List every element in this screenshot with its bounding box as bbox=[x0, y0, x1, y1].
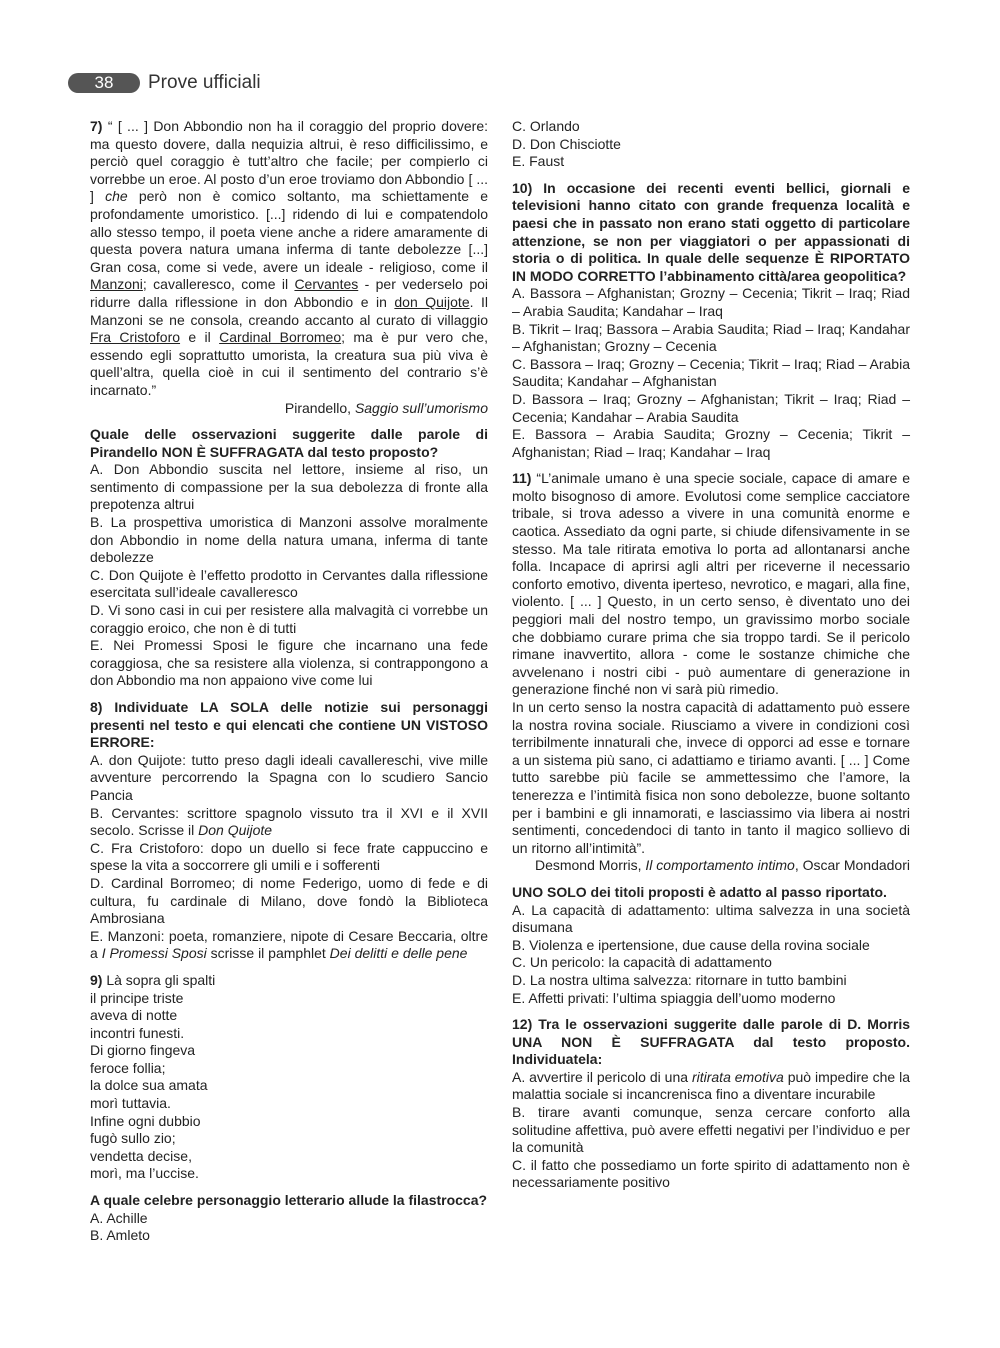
q7-option-c: C. Don Quijote è l’effetto prodotto in Cervantes dalla riflessione esercitata sull’ideale cavalleresco bbox=[90, 566, 488, 601]
poem-line: incontri funesti. bbox=[90, 1024, 185, 1041]
poem-line: Infine ogni dubbio bbox=[90, 1112, 201, 1129]
q11-source: Desmond Morris, Il comportamento intimo, Oscar Mondadori bbox=[534, 857, 910, 874]
q8-question: 8) Individuate LA SOLA delle notizie sui personaggi presenti nel testo e qui elencati che contiene UN VISTOSO ERRORE: bbox=[90, 699, 488, 751]
running-title: Prove ufficiali bbox=[148, 72, 261, 93]
q7-passage: 7) “ [ ... ] Don Abbondio non ha il coraggio del proprio dovere: ma questo dovere, dalla nequizia altrui, è reso difficilissimo, e perciò quel coraggio è tutt’altro che facile; per compierlo ci vorrebbe un eroe. Al posto d’un eroe troviamo don Abbondio [ ... ] che però non è comico soltanto, ma schiettamente e profondamente umoristico. [...] ridendo di lui e compatendolo allo stesso tempo, il poeta viene anche a ridere amaramente di questa povera natura umana inferma di tante debolezze [...] Gran cosa, come si vede, avere un ideale - religioso, come il Manzoni; cavalleresco, come il Cervantes - per vederselo poi ridurre dalla riflessione in don Abbondio e in don Quijote. Il Manzoni se ne consola, creando accanto al curato di villaggio Fra Cristoforo e il Cardinal Borromeo; ma è pur vero che, essendo egli soprattutto umorista, la creatura sua più viva è quell’altra, quella cioè in cui il sentimento del contrario s’è incarnato.” bbox=[90, 118, 488, 398]
q9-question: A quale celebre personaggio letterario allude la filastrocca? bbox=[90, 1192, 488, 1209]
q12-option-b: B. tirare avanti comunque, senza cercare conforto alla solitudine affettiva, può avere effetti negativi per l’individuo e per la comunità bbox=[512, 1104, 910, 1156]
poem-line: fugò sullo zio; bbox=[90, 1130, 176, 1147]
q9-poem bbox=[90, 972, 488, 1183]
q7-option-e: E. Nei Promessi Sposi le figure che incarnano una fede coraggiosa, che sa resistere alla violenza, si contrappongono a don Abbondio ma non appaiono vive come lui bbox=[90, 637, 488, 689]
q9-option-e: E. Faust bbox=[512, 153, 565, 170]
q10-question: 10) In occasione dei recenti eventi bellici, giornali e televisioni hanno citato con grande frequenza località e paesi che in passato non erano stati oggetto di particolare attenzione, se non per viaggiatori o per appassionati di storia o di politica. In quale delle sequenze È RIPORTATO IN MODO CORRETTO l’abbinamento città/area geopolitica? bbox=[512, 179, 910, 284]
q11-option-d: D. La nostra ultima salvezza: ritornare in tutto bambini bbox=[512, 971, 847, 988]
q12-option-c: C. il fatto che possediamo un forte spirito di adattamento non è necessariamente positivo bbox=[512, 1156, 910, 1191]
page-header bbox=[68, 71, 928, 95]
q7-source: Pirandello, Saggio sull’umorismo bbox=[284, 399, 488, 416]
q11-passage: 11) “L’animale umano è una specie sociale, capace di amare e molto bisognoso di amore. Evolutosi come semplice cacciatore tribale, si trova adesso a vivere in una comunità enorme e caotica. Assediato da ogni parte, si chiude difensivamente in se stesso. Ma tale ritirata emotiva lo porta ad allontanarsi anche folla. Incapace di aprirsi agli altri per riceverne il necessario conforto emotivo, diventa iperteso, nevrotico, e magari, alla fine, violento. [ ... ] Questo, in un certo senso, è diventato uno dei peggiori mali del nostro tempo, un gravissimo morbo sociale che dobbiamo curare prima che sia troppo tardi. Se il pericolo rimane inavvertito, allora - come le sostanze chimiche che avvelenano i nostri cibi - può aumentare di generazione in generazione finché non vi sarà più rimedio. bbox=[512, 470, 911, 698]
q11-option-a: A. La capacità di adattamento: ultima salvezza in una società disumana bbox=[512, 901, 910, 936]
q10-option-a: A. Bassora – Afghanistan; Grozny – Cecenia; Tikrit – Iraq; Riad – Arabia Saudita; Kandahar – Iraq bbox=[512, 285, 910, 319]
q12-option-a: A. avvertire il pericolo di una ritirata emotiva può impedire che la malattia sociale si incancrenisca fino a diventare incurabile bbox=[512, 1068, 910, 1103]
poem-line: feroce follia; bbox=[90, 1059, 166, 1076]
q11-passage-continued: In un certo senso la nostra capacità di adattamento può essere la nostra rovina sociale. Riusciamo a vivere in condizioni così terribilmente innaturali che, invece di opporci ad esse e tornare a un sistema più sano, ci adattiamo e tiriamo avanti. [ ... ] Come tutto sarebbe più facile se ammettessimo che l’amore, la tenerezza e l’intimità fisica non sono debolezze, buone soltanto per i bambini e gli innamorati, e lasciassimo via libera ai nostri sentimenti, concedendoci di tanto in tanto il magico sollievo di un ritorno all’intimità”. bbox=[512, 699, 910, 856]
poem-line: morì, ma l’uccise. bbox=[90, 1165, 199, 1182]
q7-option-b: B. La prospettiva umoristica di Manzoni assolve moralmente don Abbondio in nome della natura umana, inferma di tante debolezze bbox=[90, 514, 488, 566]
q11-option-b: B. Violenza e ipertensione, due cause della rovina sociale bbox=[512, 936, 870, 953]
q9-option-a: A. Achille bbox=[90, 1209, 148, 1226]
page-number: 38 bbox=[68, 73, 140, 93]
q8-option-b: B. Cervantes: scrittore spagnolo vissuto tra il XVI e il XVII secolo. Scrisse il Don Quijote bbox=[90, 804, 488, 839]
q9-option-d: D. Don Chisciotte bbox=[512, 135, 621, 152]
right-column bbox=[512, 118, 910, 1192]
q12-question: 12) Tra le osservazioni suggerite dalle parole di D. Morris UNA NON È SUFFRAGATA dal testo proposto. Individuatela: bbox=[512, 1016, 910, 1068]
poem-line: il principe triste bbox=[90, 989, 184, 1006]
q9-option-c: C. Orlando bbox=[512, 118, 580, 134]
poem-line: Di giorno fingeva bbox=[90, 1042, 196, 1059]
q8-option-e: E. Manzoni: poeta, romanziere, nipote di Cesare Beccaria, oltre a I Promessi Sposi scrisse il pamphlet Dei delitti e delle pene bbox=[90, 927, 488, 962]
q11-option-e: E. Affetti privati: l’ultima spiaggia dell’uomo moderno bbox=[512, 989, 836, 1006]
q10-option-c: C. Bassora – Iraq; Grozny – Cecenia; Tikrit – Iraq; Riad – Arabia Saudita; Kandahar – Afghanistan bbox=[512, 355, 910, 390]
q11-question: UNO SOLO dei titoli proposti è adatto al passo riportato. bbox=[512, 883, 887, 900]
q11-option-c: C. Un pericolo: la capacità di adattamento bbox=[512, 954, 772, 971]
q8-option-d: D. Cardinal Borromeo; di nome Federigo, uomo di fede e di cultura, fu cardinale di Milano, dove fondò la Biblioteca Ambrosiana bbox=[90, 874, 488, 927]
left-column bbox=[90, 118, 488, 1245]
q7-question: Quale delle osservazioni suggerite dalle parole di Pirandello NON È SUFFRAGATA dal testo proposto? bbox=[90, 426, 488, 460]
q9-option-b: B. Amleto bbox=[90, 1227, 150, 1244]
q10-option-b: B. Tikrit – Iraq; Bassora – Arabia Saudita; Riad – Iraq; Kandahar – Afghanistan; Grozny – Cecenia bbox=[512, 320, 910, 355]
poem-line: morì tuttavia. bbox=[90, 1095, 171, 1112]
q10-option-e: E. Bassora – Arabia Saudita; Grozny – Cecenia; Tikrit – Afghanistan; Riad – Iraq; Kandahar – Iraq bbox=[512, 426, 910, 460]
poem-line: vendetta decise, bbox=[90, 1147, 192, 1164]
q7-option-a: A. Don Abbondio suscita nel lettore, insieme al riso, un sentimento di compassione per la sua debolezza di fronte alla prepotenza altrui bbox=[90, 461, 488, 513]
q8-option-c: C. Fra Cristoforo: dopo un duello si fece frate cappuccino e spese la vita a soccorrere gli umili e i sofferenti bbox=[90, 839, 488, 874]
q10-option-d: D. Bassora – Iraq; Grozny – Afghanistan; Tikrit – Iraq; Riad – Cecenia; Kandahar – Arabia Saudita bbox=[512, 390, 910, 425]
poem-line: la dolce sua amata bbox=[90, 1077, 208, 1094]
q7-option-d: D. Vi sono casi in cui per resistere alla malvagità ci vorrebbe un coraggio eroico, che non è di tutti bbox=[90, 602, 488, 636]
poem-line: 9) Là sopra gli spalti bbox=[90, 971, 216, 988]
poem-line: aveva di notte bbox=[90, 1007, 178, 1024]
q8-option-a: A. don Quijote: tutto preso dagli ideali cavallereschi, vive mille avventure percorrendo la Spagna con lo scudiero Sancio Pancia bbox=[90, 751, 488, 803]
